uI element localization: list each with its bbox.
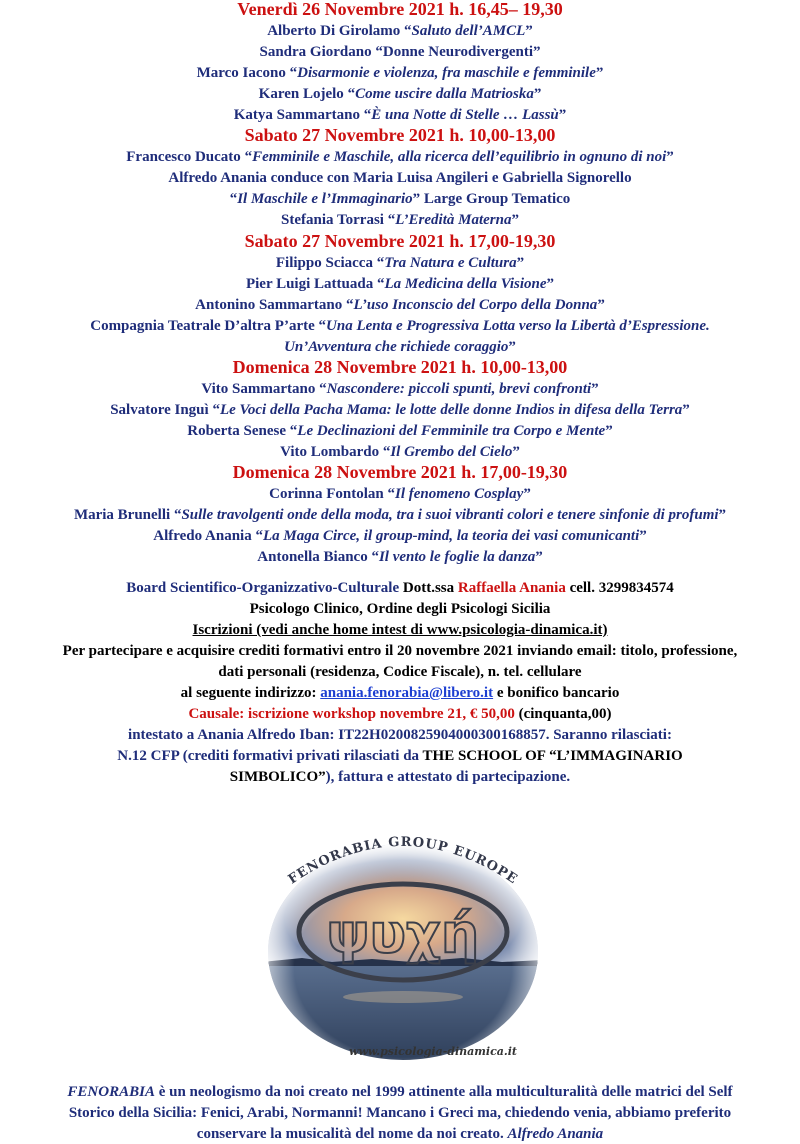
talk-line: Un’Avventura che richiede coraggio” <box>284 339 516 355</box>
board-line: Board Scientifico-Organizzativo-Culturale Dott.ssa Raffaella Anania cell. 3299834574 <box>126 580 674 596</box>
iban-line: intestato a Anania Alfredo Iban: IT22H0200825904000300168857. Saranno rilasciati: <box>128 727 672 743</box>
talk-line: “Il Maschile e l’Immaginario” Large Group Tematico <box>229 191 571 207</box>
talk-line: Maria Brunelli “Sulle travolgenti onde della moda, tra i suoi vibranti colori e tenere sinfonie di profumi” <box>73 507 727 523</box>
role-line: Psicologo Clinico, Ordine degli Psicologi Sicilia <box>249 601 551 617</box>
talk-line: Karen Lojelo “Come uscire dalla Matrioska” <box>258 86 542 102</box>
talk-line: Antonino Sammartano “L’uso Inconscio del Corpo della Donna” <box>195 297 605 313</box>
email-line: al seguente indirizzo: anania.fenorabia@libero.it e bonifico bancario <box>180 685 620 701</box>
day-header-sunday-afternoon: Domenica 28 Novembre 2021 h. 17,00-19,30 <box>232 462 568 482</box>
talk-line: Francesco Ducato “Femminile e Maschile, alla ricerca dell’equilibrio in ognuno di noi” <box>126 149 674 165</box>
talk-line: Filippo Sciacca “Tra Natura e Cultura” <box>275 255 525 271</box>
talk-line: Salvatore Inguì “Le Voci della Pacha Mama: le lotte delle donne Indios in difesa della Terra” <box>110 402 690 418</box>
footer-line: conservare la musicalità del nome da noi creato. Alfredo Anania <box>196 1126 604 1142</box>
talk-line: Compagnia Teatrale D’altra P’arte “Una Lenta e Progressiva Lotta verso la Libertà d’Espressione. <box>90 318 710 334</box>
talk-line: Katya Sammartano “È una Notte di Stelle … Lassù” <box>233 107 567 123</box>
iscrizioni-line[interactable]: Iscrizioni (vedi anche home intest di www.psicologia-dinamica.it) <box>192 622 608 638</box>
cfp-line: SIMBOLICO”), fattura e attestato di partecipazione. <box>229 769 571 785</box>
email-link[interactable]: anania.fenorabia@libero.it <box>320 685 494 701</box>
talk-line: Sandra Giordano “Donne Neurodivergenti” <box>259 44 541 60</box>
footer-line: FENORABIA è un neologismo da noi creato nel 1999 attinente alla multiculturalità delle matrici del Self <box>67 1084 733 1100</box>
talk-line: Pier Luigi Lattuada “La Medicina della Visione” <box>245 276 555 292</box>
talk-line: Antonella Bianco “Il vento le foglie la danza” <box>257 549 543 565</box>
logo-url-text: www.psicologia-dinamica.it <box>348 1045 518 1058</box>
day-header-sunday-morning: Domenica 28 Novembre 2021 h. 10,00-13,00 <box>232 357 568 377</box>
talk-line: Corinna Fontolan “Il fenomeno Cosplay” <box>269 486 531 502</box>
talk-line: Stefania Torrasi “L’Eredità Materna” <box>281 212 519 228</box>
talk-line: Alberto Di Girolamo “Saluto dell’AMCL” <box>267 23 533 39</box>
talk-line: Alfredo Anania conduce con Maria Luisa Angileri e Gabriella Signorello <box>168 170 632 186</box>
logo-greek-text: ψυχή <box>326 902 480 965</box>
talk-line: Alfredo Anania “La Maga Circe, il group-mind, la teoria dei vasi comunicanti” <box>153 528 647 544</box>
talk-line: Roberta Senese “Le Declinazioni del Femminile tra Corpo e Mente” <box>187 423 613 439</box>
instructions-line: dati personali (residenza, Codice Fiscale), n. tel. cellulare <box>218 664 582 680</box>
talk-line: Vito Lombardo “Il Grembo del Cielo” <box>280 444 520 460</box>
causale-line: Causale: iscrizione workshop novembre 21, € 50,00 (cinquanta,00) <box>188 706 612 722</box>
fenorabia-logo <box>262 812 544 1068</box>
day-header-saturday-afternoon: Sabato 27 Novembre 2021 h. 17,00-19,30 <box>244 231 556 251</box>
day-header-saturday-morning: Sabato 27 Novembre 2021 h. 10,00-13,00 <box>244 125 556 145</box>
talk-line: Vito Sammartano “Nascondere: piccoli spunti, brevi confronti” <box>201 381 599 397</box>
talk-line: Marco Iacono “Disarmonie e violenza, fra maschile e femminile” <box>196 65 604 81</box>
cfp-line: N.12 CFP (crediti formativi privati rilasciati da THE SCHOOL OF “L’IMMAGINARIO <box>117 748 683 764</box>
logo-arc-text: FENORABIA GROUP EUROPE <box>285 834 521 888</box>
instructions-line: Per partecipare e acquisire crediti formativi entro il 20 novembre 2021 inviando email: titolo, professione, <box>62 643 738 659</box>
footer-line: Storico della Sicilia: Fenici, Arabi, Normanni! Mancano i Greci ma, chiedendo venia, abbiamo preferito <box>68 1105 732 1121</box>
day-header-friday: Venerdì 26 Novembre 2021 h. 16,45– 19,30 <box>237 0 563 19</box>
